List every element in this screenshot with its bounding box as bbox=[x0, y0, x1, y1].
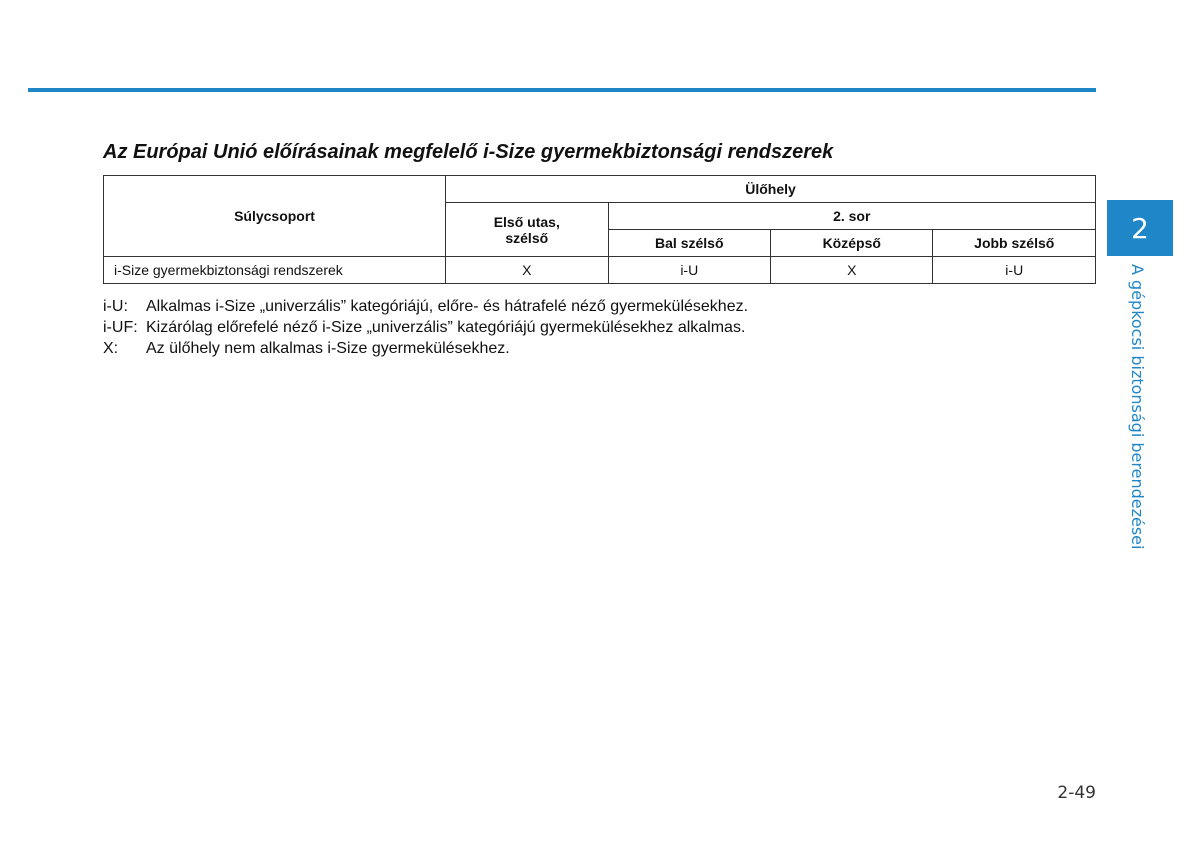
table-cell: i-U bbox=[933, 257, 1096, 284]
legend-text: Az ülőhely nem alkalmas i-Size gyermekülésekhez. bbox=[146, 340, 510, 357]
table-cell: i-U bbox=[608, 257, 770, 284]
legend-text: Kizárólag előrefelé néző i-Size „univerzális” kategóriájú gyermekülésekhez alkalmas. bbox=[146, 319, 746, 336]
legend-item bbox=[103, 338, 748, 359]
legend bbox=[103, 296, 748, 359]
legend-key: i-U: bbox=[103, 298, 128, 315]
seat-position-header: Ülőhely bbox=[446, 176, 1096, 203]
left-outboard-header: Bal szélső bbox=[608, 230, 770, 257]
legend-text: Alkalmas i-Size „univerzális” kategóriájú, előre- és hátrafelé néző gyermekülésekhez. bbox=[146, 298, 749, 315]
legend-key: i-UF: bbox=[103, 319, 138, 336]
front-passenger-header bbox=[446, 203, 608, 257]
weight-group-header: Súlycsoport bbox=[104, 176, 446, 257]
table-header-row bbox=[104, 176, 1096, 203]
legend-item bbox=[103, 317, 748, 338]
table-row bbox=[104, 257, 1096, 284]
child-seat-table bbox=[103, 175, 1096, 284]
legend-key: X: bbox=[103, 340, 119, 357]
front-passenger-header-line1: Első utas, bbox=[493, 213, 560, 230]
page-number: 2-49 bbox=[1057, 783, 1096, 803]
top-rule bbox=[28, 88, 1096, 92]
chapter-tab: 2 bbox=[1107, 200, 1173, 256]
second-row-header: 2. sor bbox=[608, 203, 1095, 230]
table-cell: X bbox=[771, 257, 933, 284]
chapter-title: A gépkocsi biztonsági berendezései bbox=[1128, 264, 1147, 550]
table-cell: X bbox=[446, 257, 608, 284]
right-outboard-header: Jobb szélső bbox=[933, 230, 1096, 257]
legend-item bbox=[103, 296, 748, 317]
front-passenger-header-line2: szélső bbox=[505, 229, 549, 246]
section-title: Az Európai Unió előírásainak megfelelő i-Size gyermekbiztonsági rendszerek bbox=[103, 141, 834, 163]
center-header: Középső bbox=[771, 230, 933, 257]
row-label: i-Size gyermekbiztonsági rendszerek bbox=[104, 257, 446, 284]
